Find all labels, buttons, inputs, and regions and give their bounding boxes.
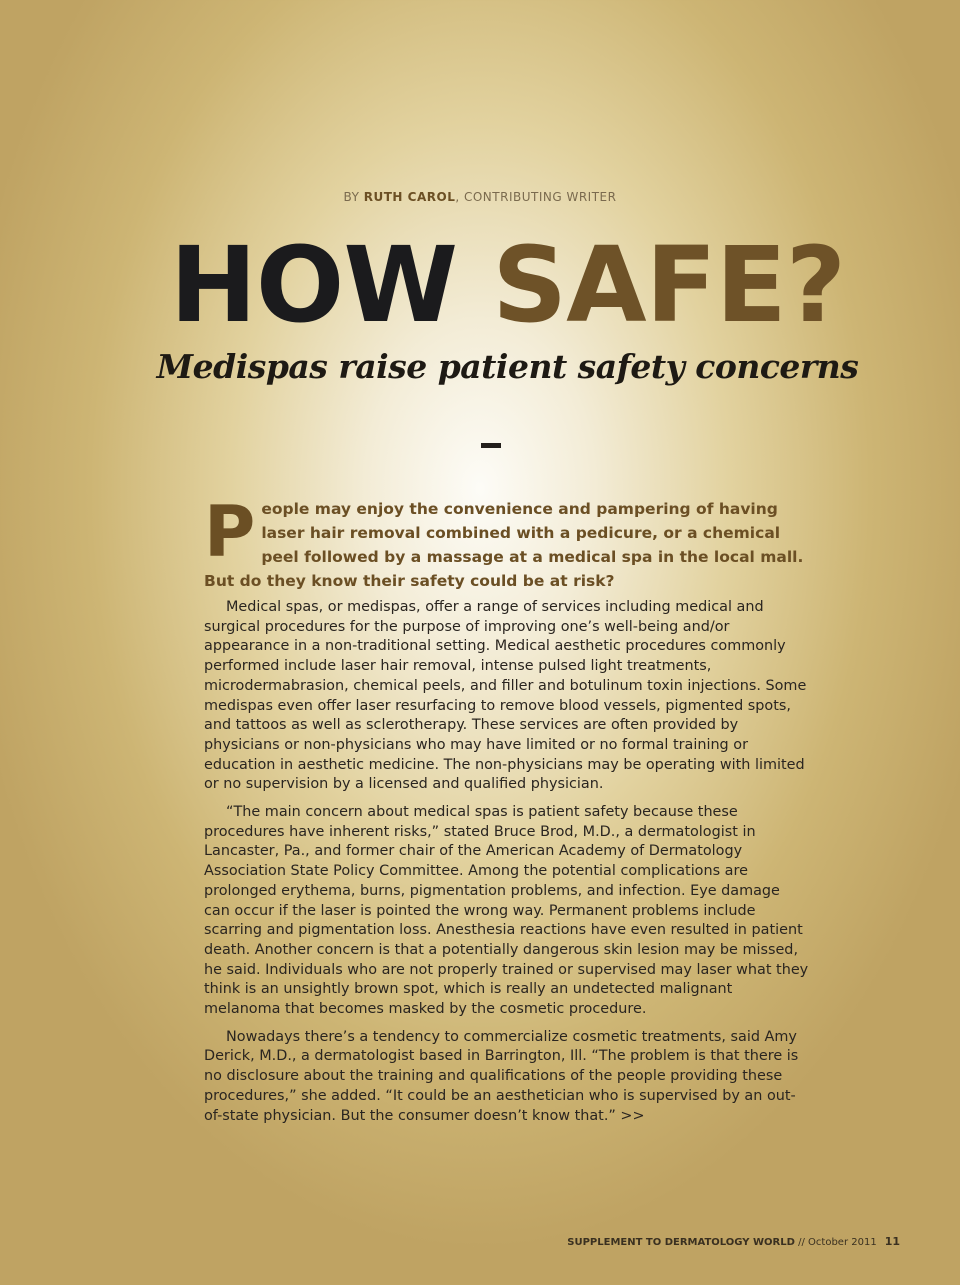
footer-publication: SUPPLEMENT TO DERMATOLOGY WORLD [567, 1237, 795, 1248]
footer-date: // October 2011 [794, 1237, 877, 1248]
byline-suffix: , CONTRIBUTING WRITER [455, 190, 617, 204]
page-number: 11 [884, 1235, 900, 1248]
body-paragraph-2: “The main concern about medical spas is patient safety because these procedures have inherent risks,” stated Bruce Brod, M.D., a dermatologist in Lancaster, Pa., and former chair of the American Academy of Dermatology Association State Policy Committee. Among the potential complications are prolonged erythema, burns, pigmentation problems, and infection. Eye damage can occur if the laser is pointed the wrong way. Permanent problems include scarring and pigmentation loss. Anesthesia reactions have even resulted in patient death. Another concern is that a potentially dangerous skin lesion may be missed, he said. Individuals who are not properly trained or supervised may laser what they think is an unsightly brown spot, which is really an undetected malignant melanoma that becomes masked by the cosmetic procedure. [204, 804, 809, 1018]
byline [0, 190, 960, 204]
subheadline: Medispas raise patient safety concerns [156, 347, 859, 386]
drop-cap: P [204, 491, 256, 573]
body-paragraph-1: Medical spas, or medispas, offer a range of services including medical and surgical procedures for the purpose of improving one’s well-being and/or appearance in a non-traditional setting. Medical aesthetic procedures commonly performed include laser hair removal, intense pulsed light treatments, microdermabrasion, chemical peels, and filler and botulinum toxin injections. Some medispas even offer laser resurfacing to remove blood vessels, pigmented spots, and tattoos as well as sclerotherapy. These services are often provided by physicians or non-physicians who may have limited or no formal training or education in aesthetic medicine. The non-physicians may be operating with limited or no supervision by a licensed and qualified physician. [204, 599, 807, 793]
headline [0, 225, 960, 345]
article-body [204, 598, 809, 1134]
lede-paragraph [204, 491, 804, 593]
headline-word-how: HOW [169, 224, 458, 346]
lede-text: eople may enjoy the convenience and pampering of having laser hair removal combined with a pedicure, or a chemical peel followed by a massage at a medical spa in the local mall. But do they know their safety could be at risk? [204, 500, 804, 590]
byline-author: RUTH CAROL [363, 190, 456, 204]
section-divider [481, 443, 501, 448]
byline-prefix: BY [343, 190, 364, 204]
body-paragraph-3: Nowadays there’s a tendency to commercialize cosmetic treatments, said Amy Derick, M.D., a dermatologist based in Barrington, Ill. “The problem is that there is no disclosure about the training and qualifications of the people providing these procedures,” she added. “It could be an aesthetician who is supervised by an out-of-state physician. But the consumer doesn’t know that.” >> [204, 1028, 799, 1124]
headline-word-safe: SAFE? [492, 224, 846, 346]
page-footer [567, 1235, 900, 1248]
